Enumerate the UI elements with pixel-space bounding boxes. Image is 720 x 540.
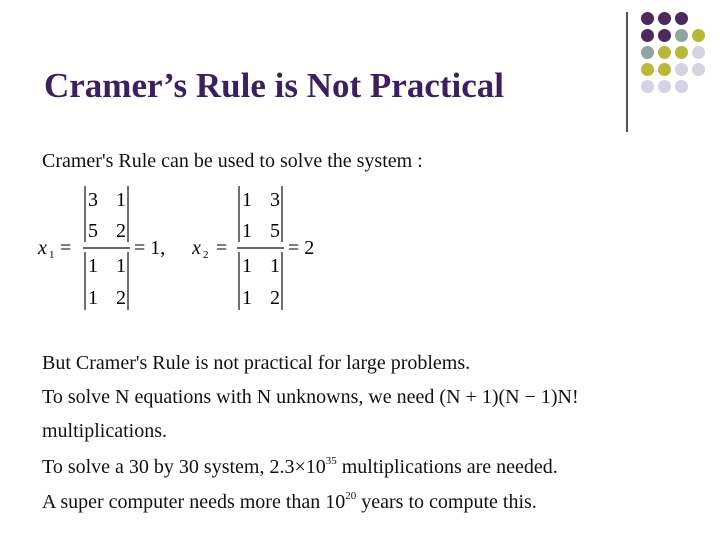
text-line-1: But Cramer's Rule is not practical for large problems. — [42, 352, 471, 374]
x1-num-22: 2 — [116, 220, 126, 242]
slide-title: Cramer’s Rule is Not Practical — [44, 66, 505, 105]
equation-x2 — [192, 182, 352, 314]
x1-den-12: 1 — [116, 255, 126, 277]
x1-den-22: 2 — [116, 287, 126, 309]
x2-sub: 2 — [203, 249, 209, 261]
x1-den-21: 1 — [88, 287, 98, 309]
decorative-dot — [692, 46, 705, 59]
x2-equals: = — [216, 237, 228, 259]
line5-part-b: years to compute this. — [356, 491, 537, 513]
text-line-4 — [42, 455, 558, 479]
x2-den-21: 1 — [242, 287, 252, 309]
text-line-5 — [42, 490, 537, 514]
decorative-dot-grid — [641, 12, 720, 132]
decorative-dot — [692, 29, 705, 42]
decorative-dot — [675, 29, 688, 42]
decorative-dot — [641, 12, 654, 25]
line4-part-b: multiplications are needed. — [336, 456, 558, 478]
decorative-dot — [675, 12, 688, 25]
decorative-dot — [658, 63, 671, 76]
x1-num-11: 3 — [88, 189, 98, 211]
x1-equals: = — [60, 237, 72, 259]
decorative-dot — [641, 46, 654, 59]
line4-exponent: 35 — [325, 455, 337, 467]
line5-exponent: 20 — [345, 490, 357, 502]
decorative-dot — [658, 29, 671, 42]
decorative-dot — [658, 80, 671, 93]
x2-num-22: 5 — [270, 220, 280, 242]
decorative-dot — [641, 29, 654, 42]
decorative-dot — [658, 12, 671, 25]
x1-var: x — [38, 237, 47, 259]
decorative-divider — [626, 12, 628, 132]
x2-num-12: 3 — [270, 189, 280, 211]
line4-part-a: To solve a 30 by 30 system, 2.3×10 — [42, 456, 326, 478]
decorative-dot — [641, 80, 654, 93]
x2-den-12: 1 — [270, 255, 280, 277]
x2-den-22: 2 — [270, 287, 280, 309]
x2-num-11: 1 — [242, 189, 252, 211]
x2-result: = 2 — [288, 237, 315, 259]
x1-den-11: 1 — [88, 255, 98, 277]
equation-x1 — [38, 182, 198, 314]
decorative-dot — [692, 63, 705, 76]
decorative-dot — [658, 46, 671, 59]
text-line-3: multiplications. — [42, 420, 167, 442]
x2-var: x — [192, 237, 201, 259]
decorative-dot — [675, 63, 688, 76]
x1-sub: 1 — [49, 249, 55, 261]
decorative-dot — [675, 80, 688, 93]
text-line-2: To solve N equations with N unknowns, we need (N + 1)(N − 1)N! — [42, 386, 579, 408]
intro-text: Cramer's Rule can be used to solve the system : — [42, 150, 423, 172]
line5-part-a: A super computer needs more than 10 — [42, 491, 346, 513]
x1-num-21: 5 — [88, 220, 98, 242]
x1-num-12: 1 — [116, 189, 126, 211]
decorative-dot — [641, 63, 654, 76]
x1-result: = 1, — [134, 237, 166, 259]
x2-num-21: 1 — [242, 220, 252, 242]
decorative-dot — [675, 46, 688, 59]
x2-den-11: 1 — [242, 255, 252, 277]
